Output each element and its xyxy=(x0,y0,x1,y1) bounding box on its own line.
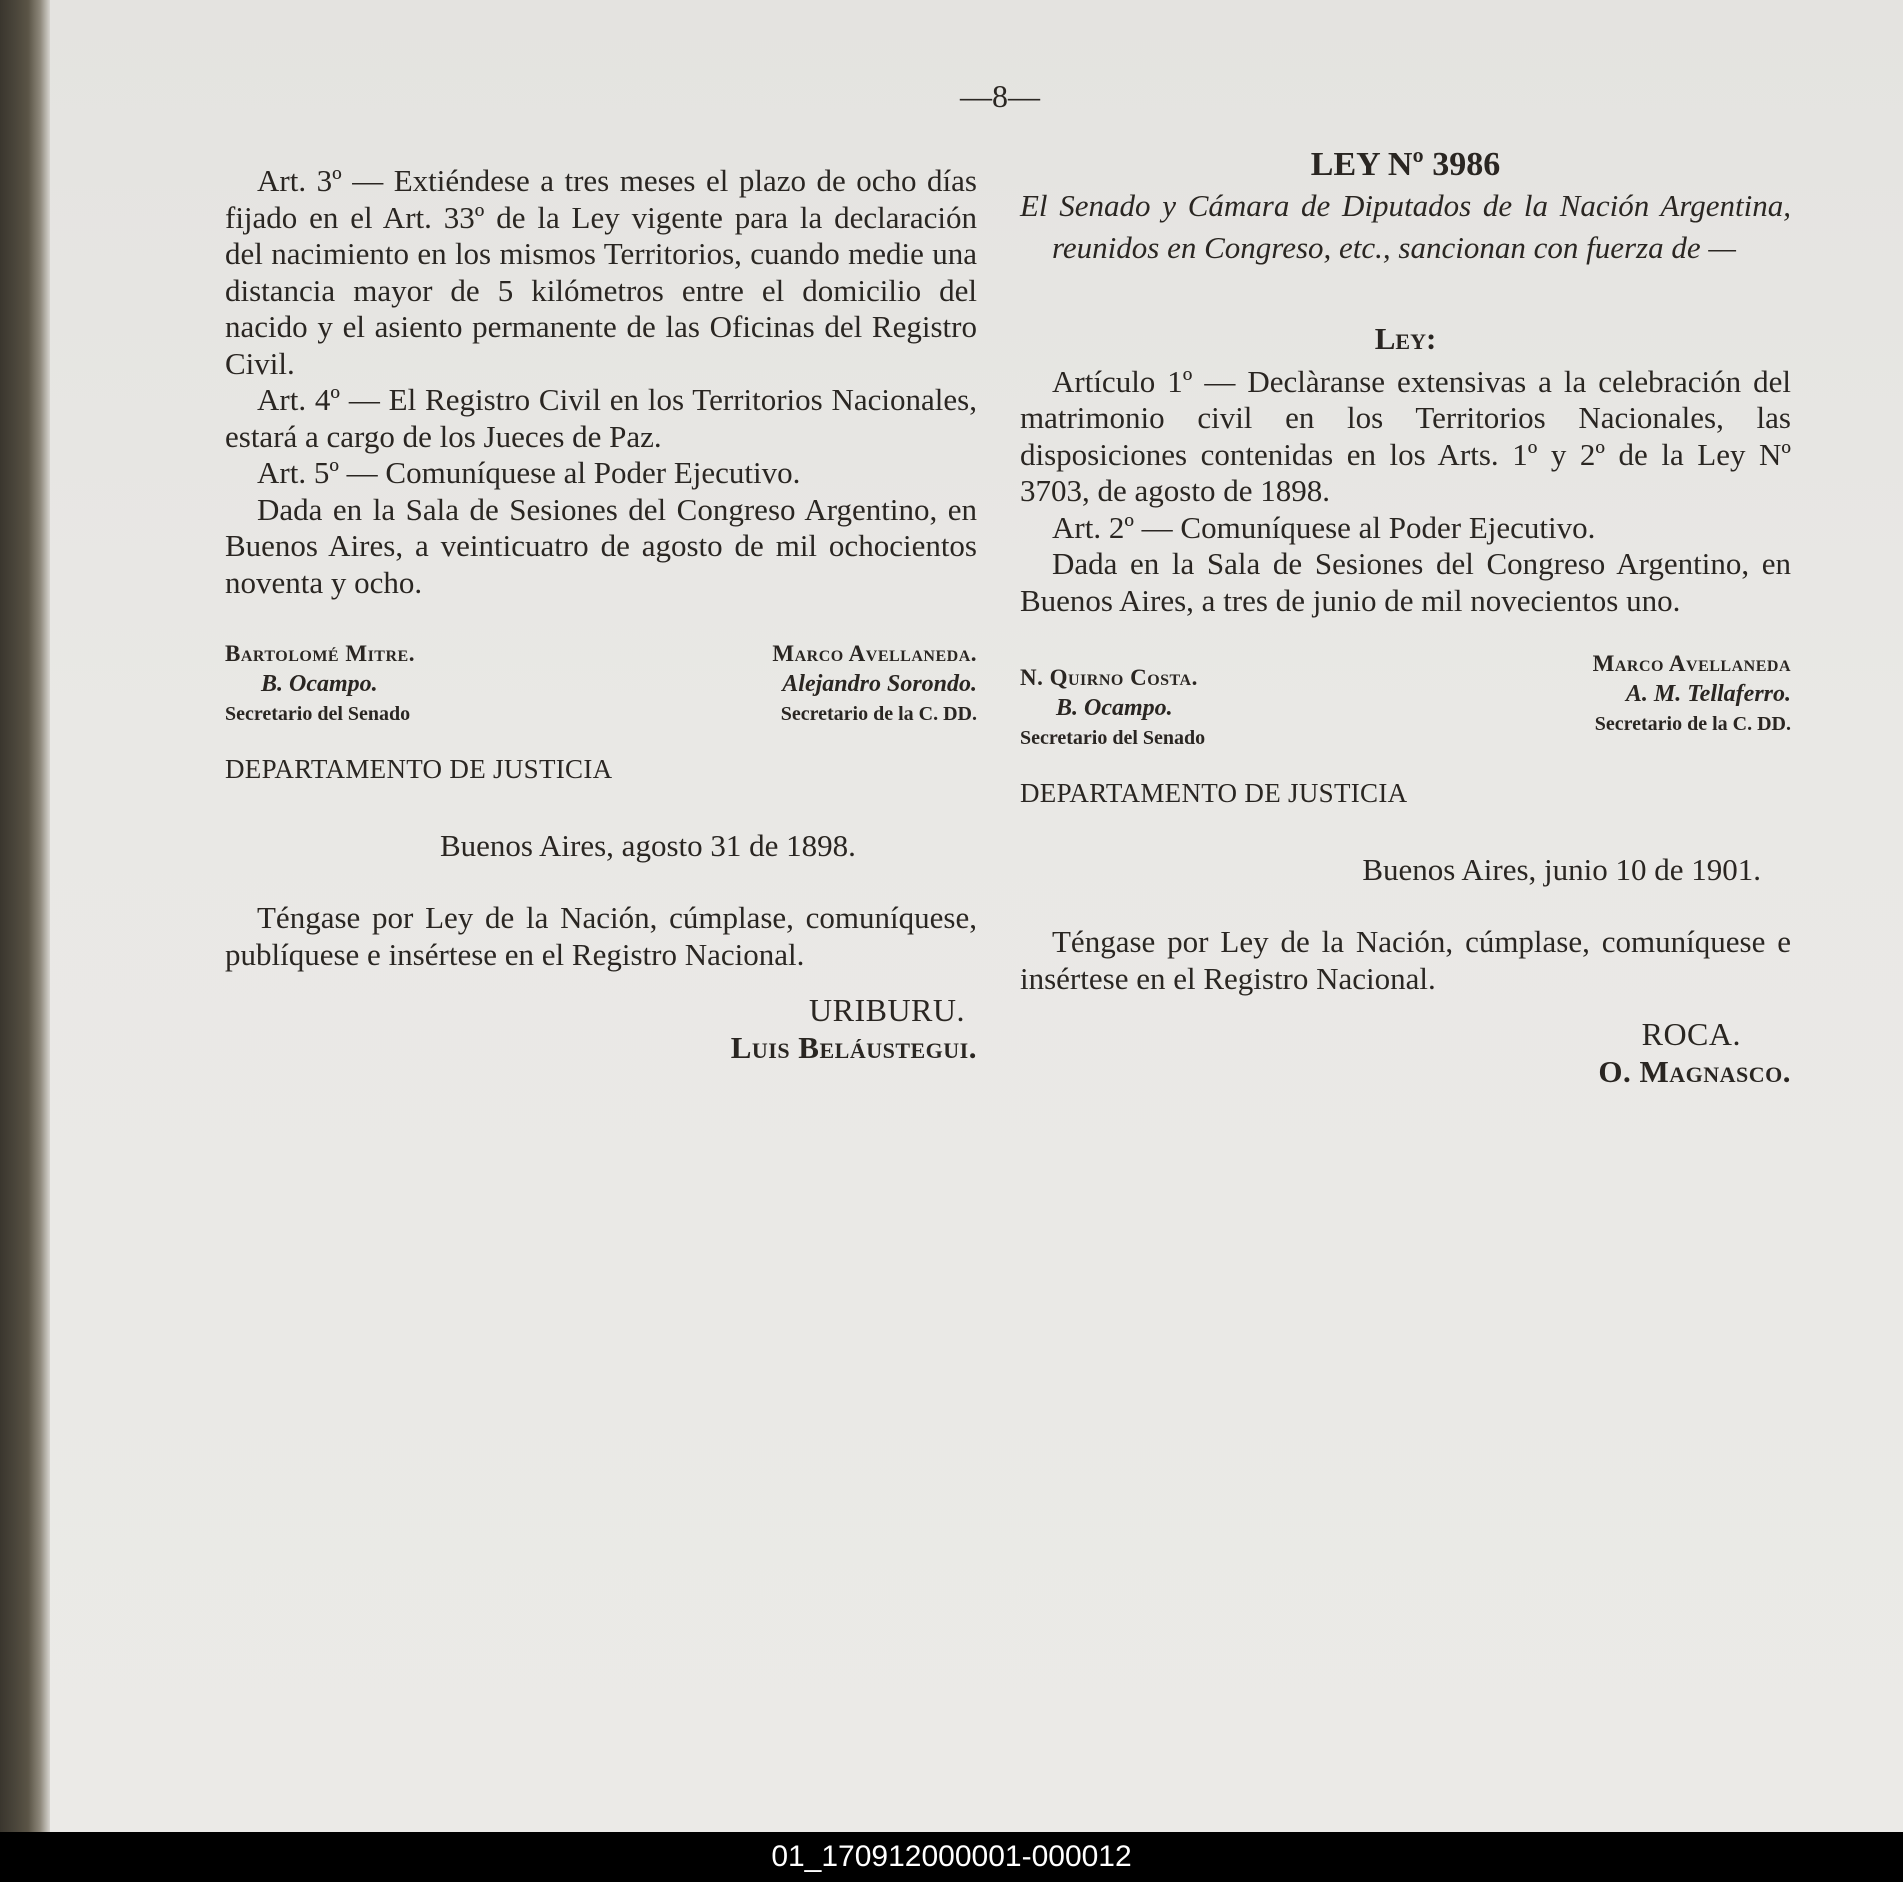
right-article-1: Artículo 1º — Declàranse extensivas a la celebración del matrimonio civil en los Territorios Nacionales, las disposiciones contenidas en los Arts. 1º y 2º de la Ley Nº 3703, de agosto de 1898. xyxy=(1020,363,1791,508)
signer-second: Luis Beláustegui. xyxy=(730,1030,977,1065)
right-department-heading: DEPARTAMENTO DE JUSTICIA xyxy=(1020,778,1408,808)
right-chamber-signature xyxy=(1593,649,1791,753)
right-article-2: Art. 2º — Comuníquese al Poder Ejecutivo. xyxy=(1052,509,1596,545)
right-decree-paragraph: Téngase por Ley de la Nación, cúmplase, comuníquese e insértese en el Registro Nacional. xyxy=(1020,924,1791,996)
signature-role: Secretario del Senado xyxy=(1020,727,1206,749)
signature-secretary: B. Ocampo. xyxy=(261,671,378,697)
book-spine-edge xyxy=(0,0,50,1832)
left-enactment-paragraph: Dada en la Sala de Sesiones del Congreso Argentino, en Buenos Aires, a veinticuatro de agosto de mil ochocientos noventa y ocho. xyxy=(225,491,977,600)
left-congress-signatures xyxy=(225,639,977,729)
left-article-3: Art. 3º — Extiéndese a tres meses el plazo de ocho días fijado en el Art. 33º de la Ley vigente para la declaración del nacimiento en los mismos Territorios, cuando medie una distancia mayor de 5 kilómetros entre el domicilio del nacido y el asiento permanente de las Oficinas del Registro Civil. xyxy=(225,163,977,381)
scan-caption-bar: 01_170912000001-000012 xyxy=(0,1832,1903,1882)
right-executive-signers xyxy=(1020,1015,1791,1091)
left-decree-paragraph: Téngase por Ley de la Nación, cúmplase, comuníquese, publíquese e insértese en el Registro Nacional. xyxy=(225,900,977,972)
law-preamble: El Senado y Cámara de Diputados de la Nación Argentina, reunidos en Congreso, etc., sancionan con fuerza de — xyxy=(1020,188,1791,265)
right-senate-signature xyxy=(1020,663,1205,753)
signer-main: ROCA. xyxy=(1641,1016,1741,1052)
signature-name: N. Quirno Costa. xyxy=(1020,665,1198,690)
law-title: LEY Nº 3986 xyxy=(1310,146,1501,183)
ley-heading: Ley: xyxy=(1374,321,1437,356)
signature-role: Secretario de la C. DD. xyxy=(1594,713,1791,735)
right-column xyxy=(1020,145,1791,1091)
left-date-line: Buenos Aires, agosto 31 de 1898. xyxy=(440,827,856,863)
signature-secretary: B. Ocampo. xyxy=(1056,695,1173,721)
signature-name: Bartolomé Mitre. xyxy=(225,641,415,666)
signature-secretary: A. M. Tellaferro. xyxy=(1625,681,1791,707)
signature-role: Secretario del Senado xyxy=(225,703,411,725)
left-chamber-signature xyxy=(772,639,977,729)
right-enactment-paragraph: Dada en la Sala de Sesiones del Congreso Argentino, en Buenos Aires, a tres de junio de mil novecientos uno. xyxy=(1020,546,1791,618)
left-article-5: Art. 5º — Comuníquese al Poder Ejecutivo. xyxy=(257,455,801,490)
left-article-4: Art. 4º — El Registro Civil en los Territorios Nacionales, estará a cargo de los Jueces de Paz. xyxy=(225,382,977,454)
signature-role: Secretario de la C. DD. xyxy=(780,703,977,725)
left-executive-signers xyxy=(225,991,977,1067)
right-date-line: Buenos Aires, junio 10 de 1901. xyxy=(1362,851,1761,887)
page-number: —8— xyxy=(960,78,1040,114)
signer-main: URIBURU. xyxy=(808,992,965,1028)
signer-second: O. Magnasco. xyxy=(1598,1054,1791,1089)
signature-name: Marco Avellaneda xyxy=(1592,651,1791,676)
left-senate-signature xyxy=(225,639,415,729)
left-column xyxy=(225,163,977,1067)
signature-name: Marco Avellaneda. xyxy=(772,641,977,666)
right-congress-signatures xyxy=(1020,649,1791,753)
left-department-heading: DEPARTAMENTO DE JUSTICIA xyxy=(225,754,613,784)
signature-secretary: Alejandro Sorondo. xyxy=(782,671,977,697)
